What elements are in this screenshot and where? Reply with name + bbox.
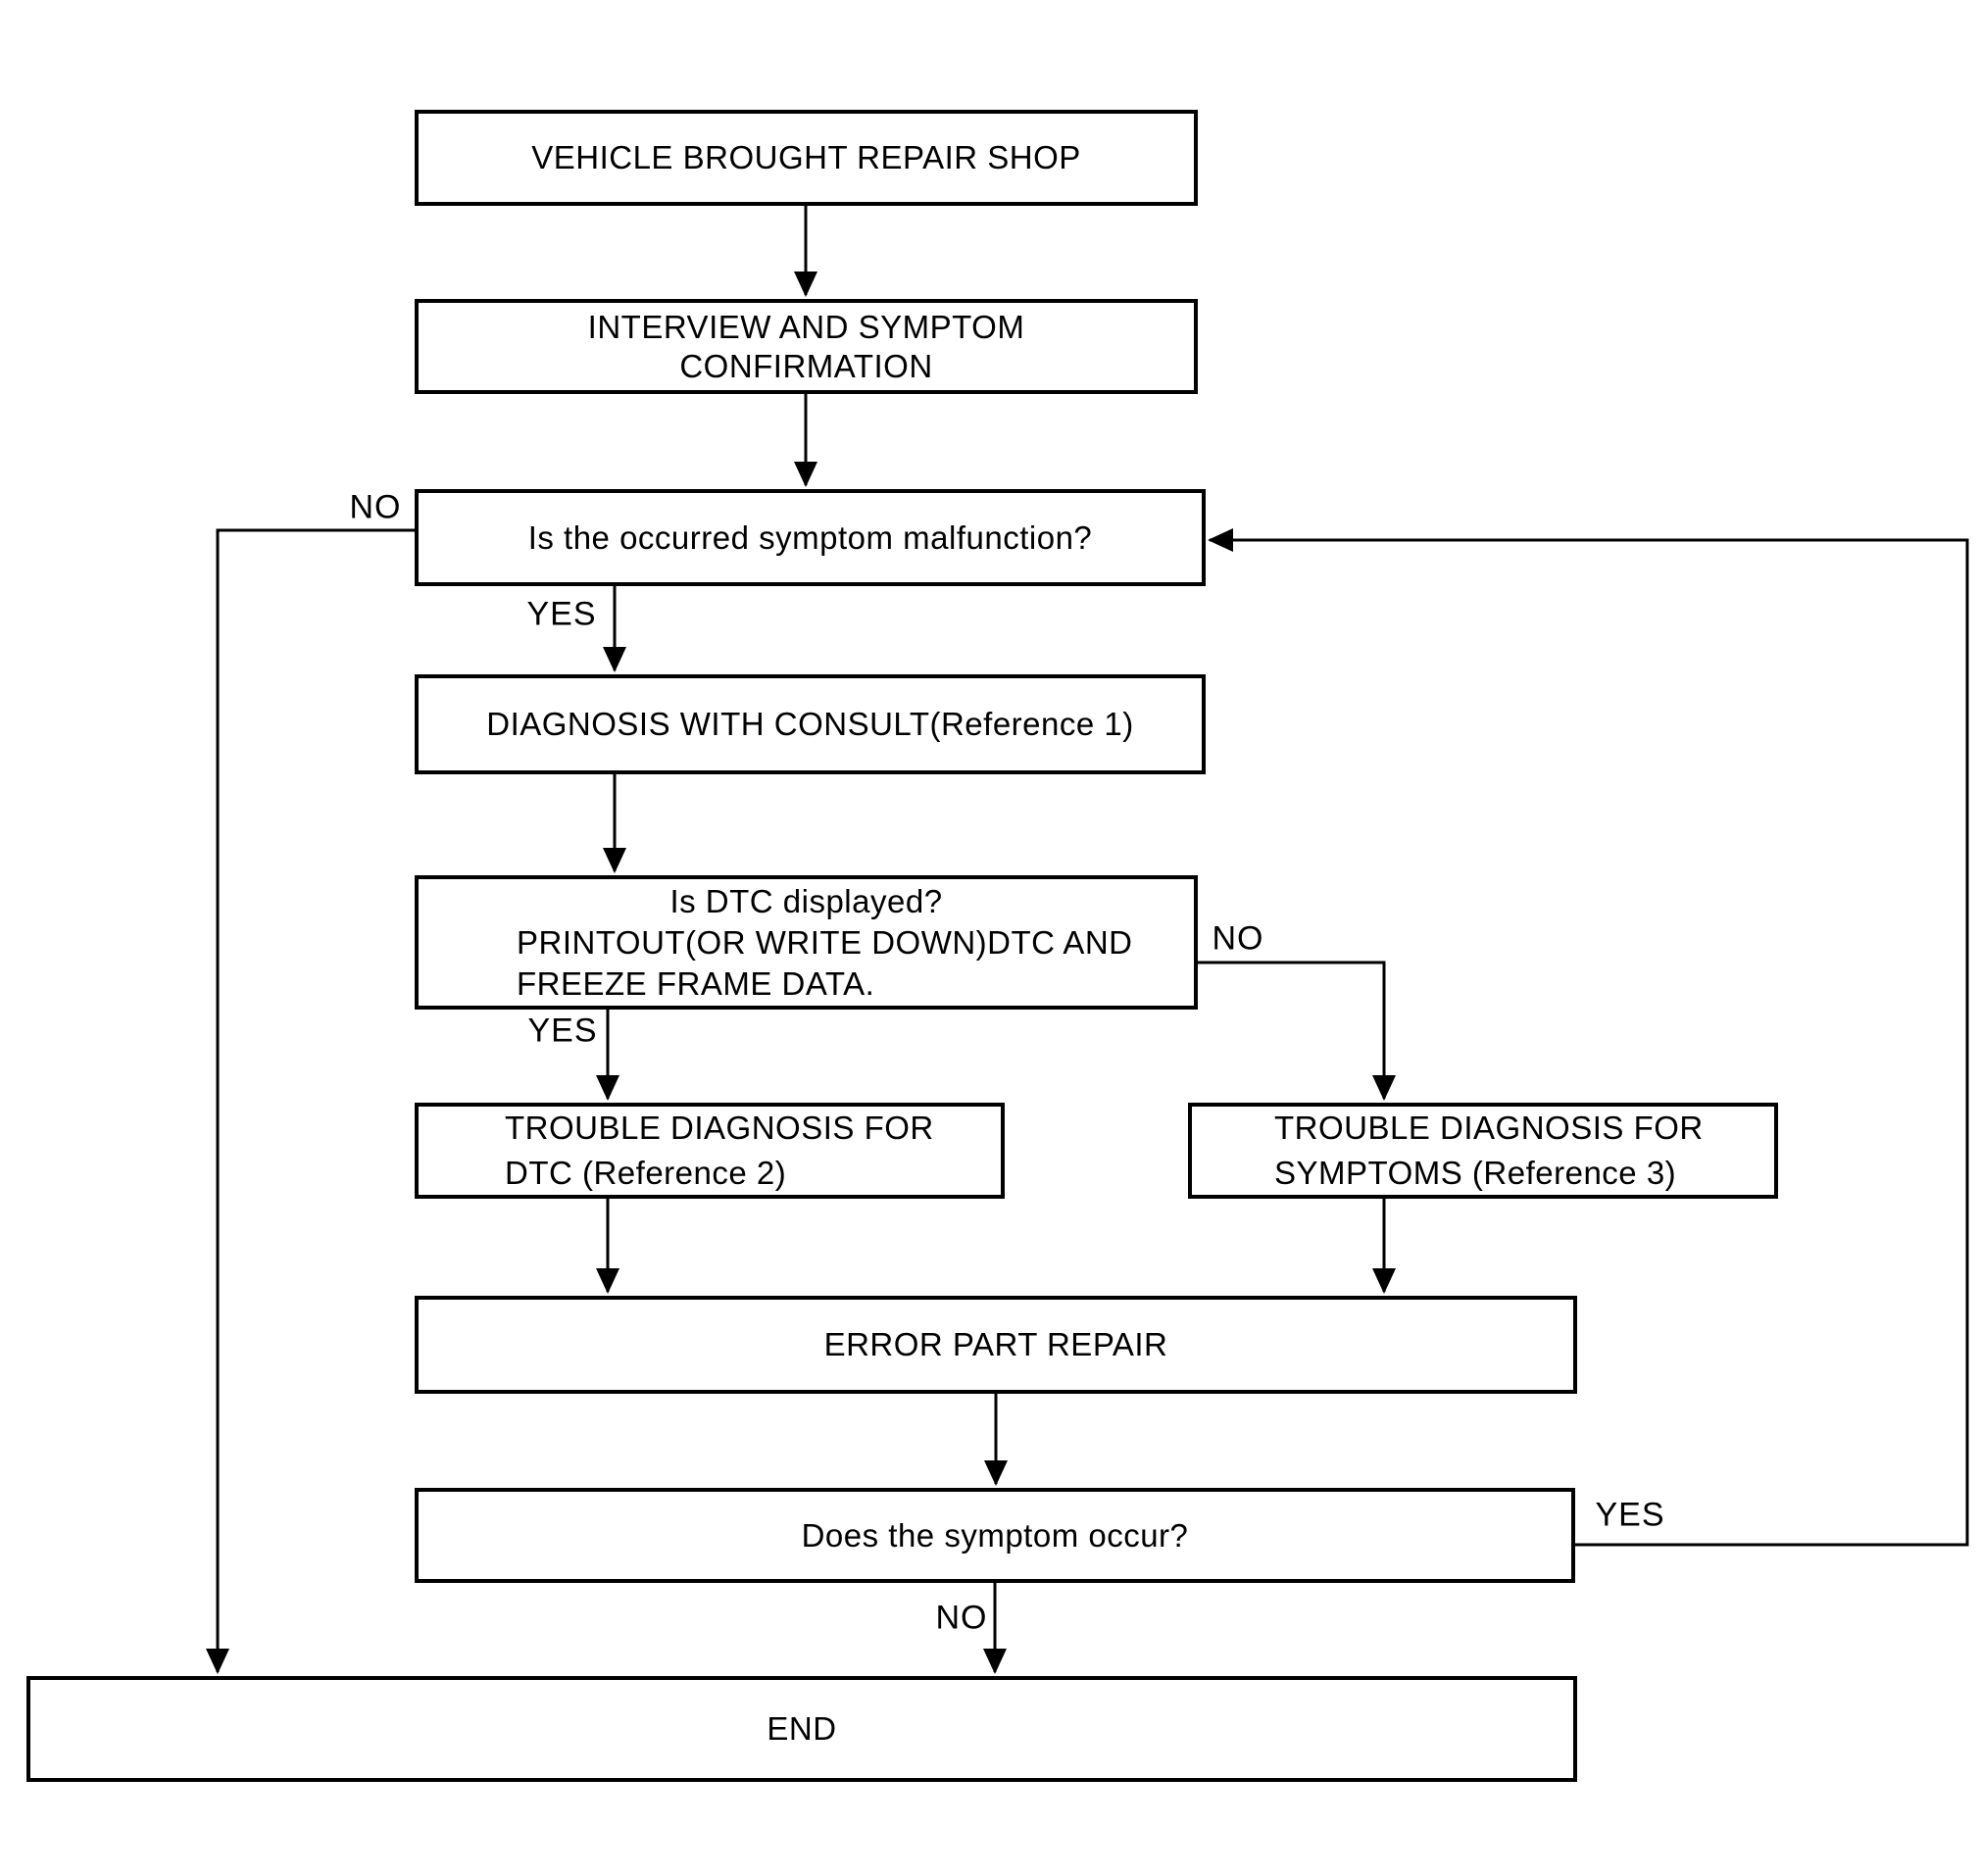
node-is-dtc-displayed [415,875,1198,1010]
node-text: CONFIRMATION [679,347,933,384]
node-text: TROUBLE DIAGNOSIS FOR [505,1110,934,1146]
node-vehicle-brought-repair-shop [415,110,1198,206]
edge-label-dtc-yes: YES [527,1012,598,1050]
node-text: SYMPTOMS (Reference 3) [1274,1155,1677,1191]
node-text: Is DTC displayed? [669,882,943,919]
edge-symptom-occur-yes-loop [1210,540,1967,1545]
edge-label-dtc-no: NO [1212,919,1264,958]
edge-label-occur-no: NO [935,1599,988,1637]
node-text: PRINTOUT(OR WRITE DOWN)DTC AND [517,923,1133,961]
edge-label-occur-yes: YES [1595,1496,1665,1534]
node-text: INTERVIEW AND SYMPTOM [587,308,1025,345]
node-trouble-diagnosis-for-dtc [415,1103,1005,1199]
node-text: VEHICLE BROUGHT REPAIR SHOP [531,139,1081,175]
node-text: DIAGNOSIS WITH CONSULT(Reference 1) [486,706,1134,742]
node-end [26,1676,1577,1782]
node-is-occurred-symptom-malfunction [415,489,1206,586]
node-text: TROUBLE DIAGNOSIS FOR [1274,1110,1704,1146]
node-diagnosis-with-consult [415,674,1206,774]
node-trouble-diagnosis-for-symptoms [1188,1103,1778,1199]
node-text: END [767,1710,837,1747]
edge-label-malfunction-no: NO [349,488,402,526]
node-text: DTC (Reference 2) [505,1155,787,1191]
node-does-symptom-occur [415,1488,1575,1583]
node-text: Does the symptom occur? [801,1516,1189,1554]
edge-label-malfunction-yes: YES [526,595,597,633]
node-text: ERROR PART REPAIR [823,1326,1168,1362]
node-text: FREEZE FRAME DATA. [517,964,875,1002]
node-interview-and-symptom-confirmation [415,299,1198,394]
node-error-part-repair [415,1296,1577,1394]
edge-malfunction-no-to-end [218,530,415,1672]
node-text: Is the occurred symptom malfunction? [527,518,1093,556]
